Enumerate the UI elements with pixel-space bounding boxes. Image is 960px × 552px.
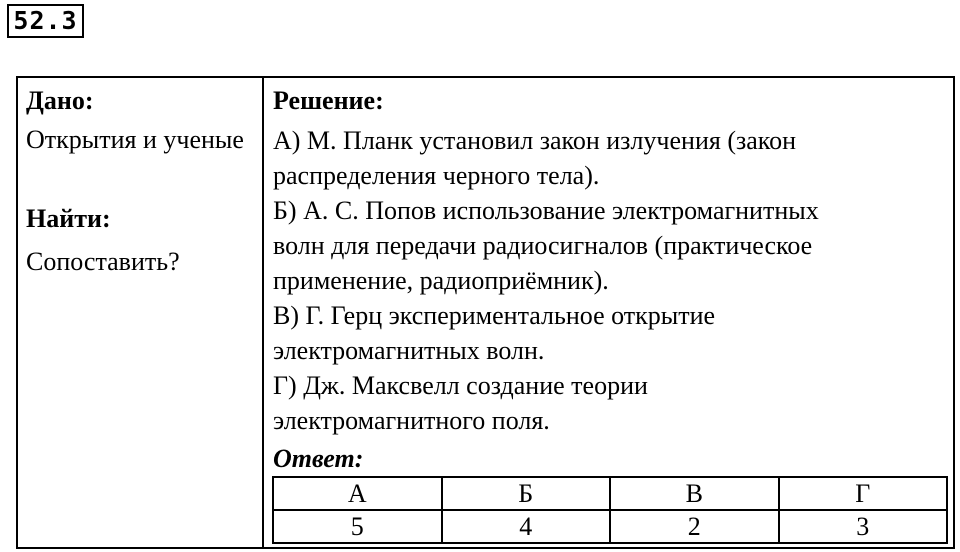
solution-line: Г) Дж. Максвелл создание теории [273, 371, 648, 400]
solution-line: А) М. Планк установил закон излучения (закон [273, 126, 797, 155]
solution-text [273, 123, 953, 438]
answer-numbers-row [273, 510, 947, 543]
answer-letters-row [273, 477, 947, 510]
solution-line: электромагнитного поля. [273, 406, 550, 435]
solution-line: В) Г. Герц экспериментальное открытие [273, 301, 716, 330]
given-text: Открытия и ученые [26, 125, 244, 154]
solution-table [16, 76, 955, 549]
find-heading: Найти: [26, 204, 111, 233]
answer-heading: Ответ: [273, 444, 364, 473]
answer-letter-cell: Б [442, 477, 611, 510]
answer-letter-cell: А [273, 477, 442, 510]
solution-line: Б) А. С. Попов использование электромагнитных [273, 196, 819, 225]
answer-table [272, 476, 948, 544]
solution-line: электромагнитных волн. [273, 336, 545, 365]
solution-line: волн для передачи радиосигналов (практическое [273, 231, 813, 260]
given-column [18, 78, 264, 547]
answer-number-cell: 4 [442, 510, 611, 543]
solution-line: распределения черного тела). [273, 161, 600, 190]
find-text: Сопоставить? [26, 247, 180, 276]
answer-number-cell: 5 [273, 510, 442, 543]
solution-heading: Решение: [273, 86, 384, 115]
problem-number: 52.3 [7, 4, 84, 38]
solution-column [264, 78, 953, 547]
given-heading: Дано: [26, 86, 94, 115]
solution-line: применение, радиоприёмник). [273, 266, 609, 295]
answer-letter-cell: В [610, 477, 779, 510]
answer-number-cell: 2 [610, 510, 779, 543]
answer-number-cell: 3 [779, 510, 948, 543]
answer-letter-cell: Г [779, 477, 948, 510]
